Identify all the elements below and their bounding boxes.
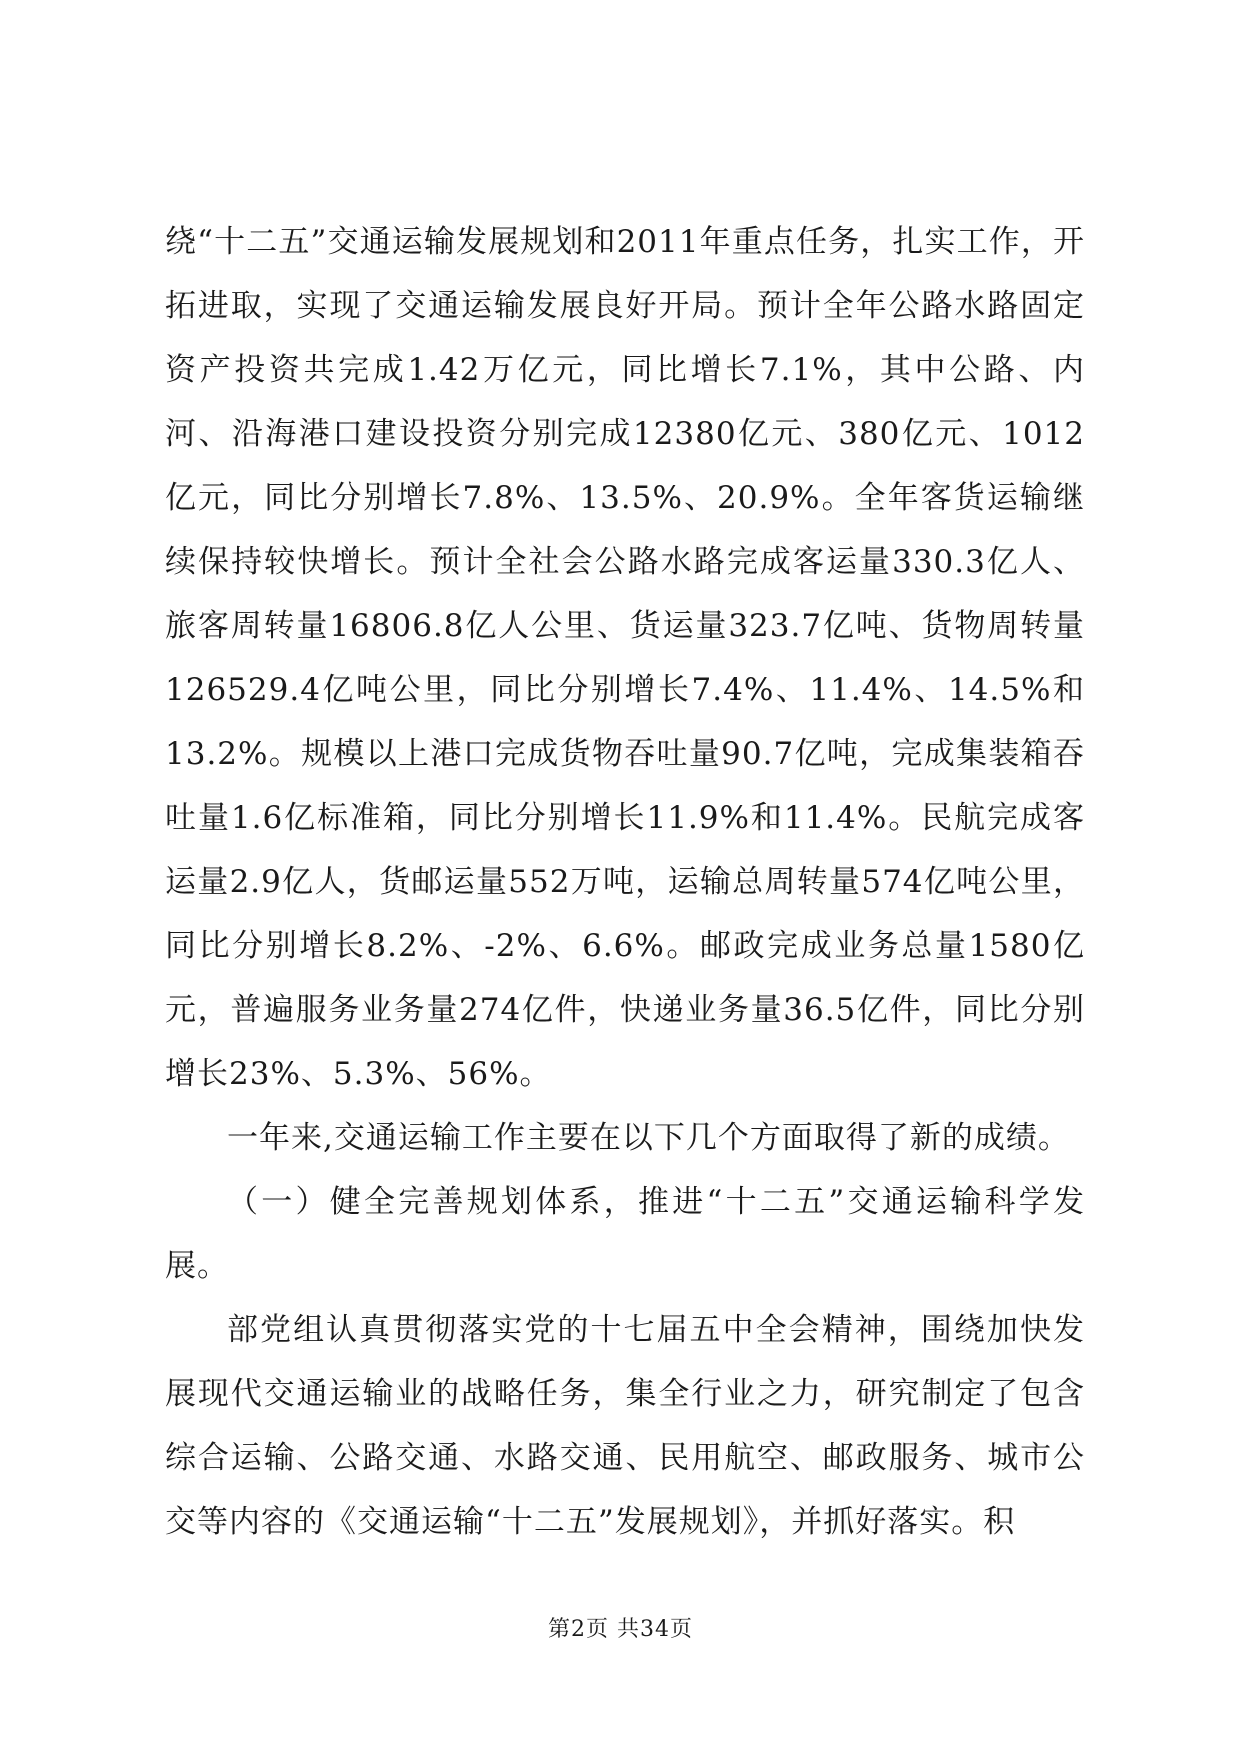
section-heading: （一）健全完善规划体系，推进“十二五”交通运输科学发展。 xyxy=(165,1184,1085,1284)
paragraph-summary: 一年来,交通运输工作主要在以下几个方面取得了新的成绩。 xyxy=(227,1120,1070,1156)
page-footer: 第2页 共34页 xyxy=(548,1617,693,1642)
paragraph-continuation: 绕“十二五”交通运输发展规划和2011年重点任务，扎实工作，开拓进取，实现了交通运输发展良好开局。预计全年公路水路固定资产投资共完成1.42万亿元，同比增长7.1%，其中公路、内河、沿海港口建设投资分别完成12380亿元、380亿元、1012亿元，同比分别增长7.8%、13.5%、20.9%。全年客货运输继续保持较快增长。预计全社会公路水路完成客运量330.3亿人、旅客周转量16806.8亿人公里、货运量323.7亿吨、货物周转量126529.4亿吨公里，同比分别增长7.4%、11.4%、14.5%和13.2%。规模以上港口完成货物吞吐量90.7亿吨，完成集装箱吞吐量1.6亿标准箱，同比分别增长11.9%和11.4%。民航完成客运量2.9亿人，货邮运量552万吨，运输总周转量574亿吨公里，同比分别增长8.2%、-2%、6.6%。邮政完成业务总量1580亿元，普遍服务业务量274亿件，快递业务量36.5亿件，同比分别增长23%、5.3%、56%。 xyxy=(165,224,1085,1092)
paragraph-body: 部党组认真贯彻落实党的十七届五中全会精神，围绕加快发展现代交通运输业的战略任务，集全行业之力，研究制定了包含综合运输、公路交通、水路交通、民用航空、邮政服务、城市公交等内容的《交通运输“十二五”发展规划》，并抓好落实。积 xyxy=(165,1312,1085,1540)
document-body xyxy=(165,210,1085,1554)
